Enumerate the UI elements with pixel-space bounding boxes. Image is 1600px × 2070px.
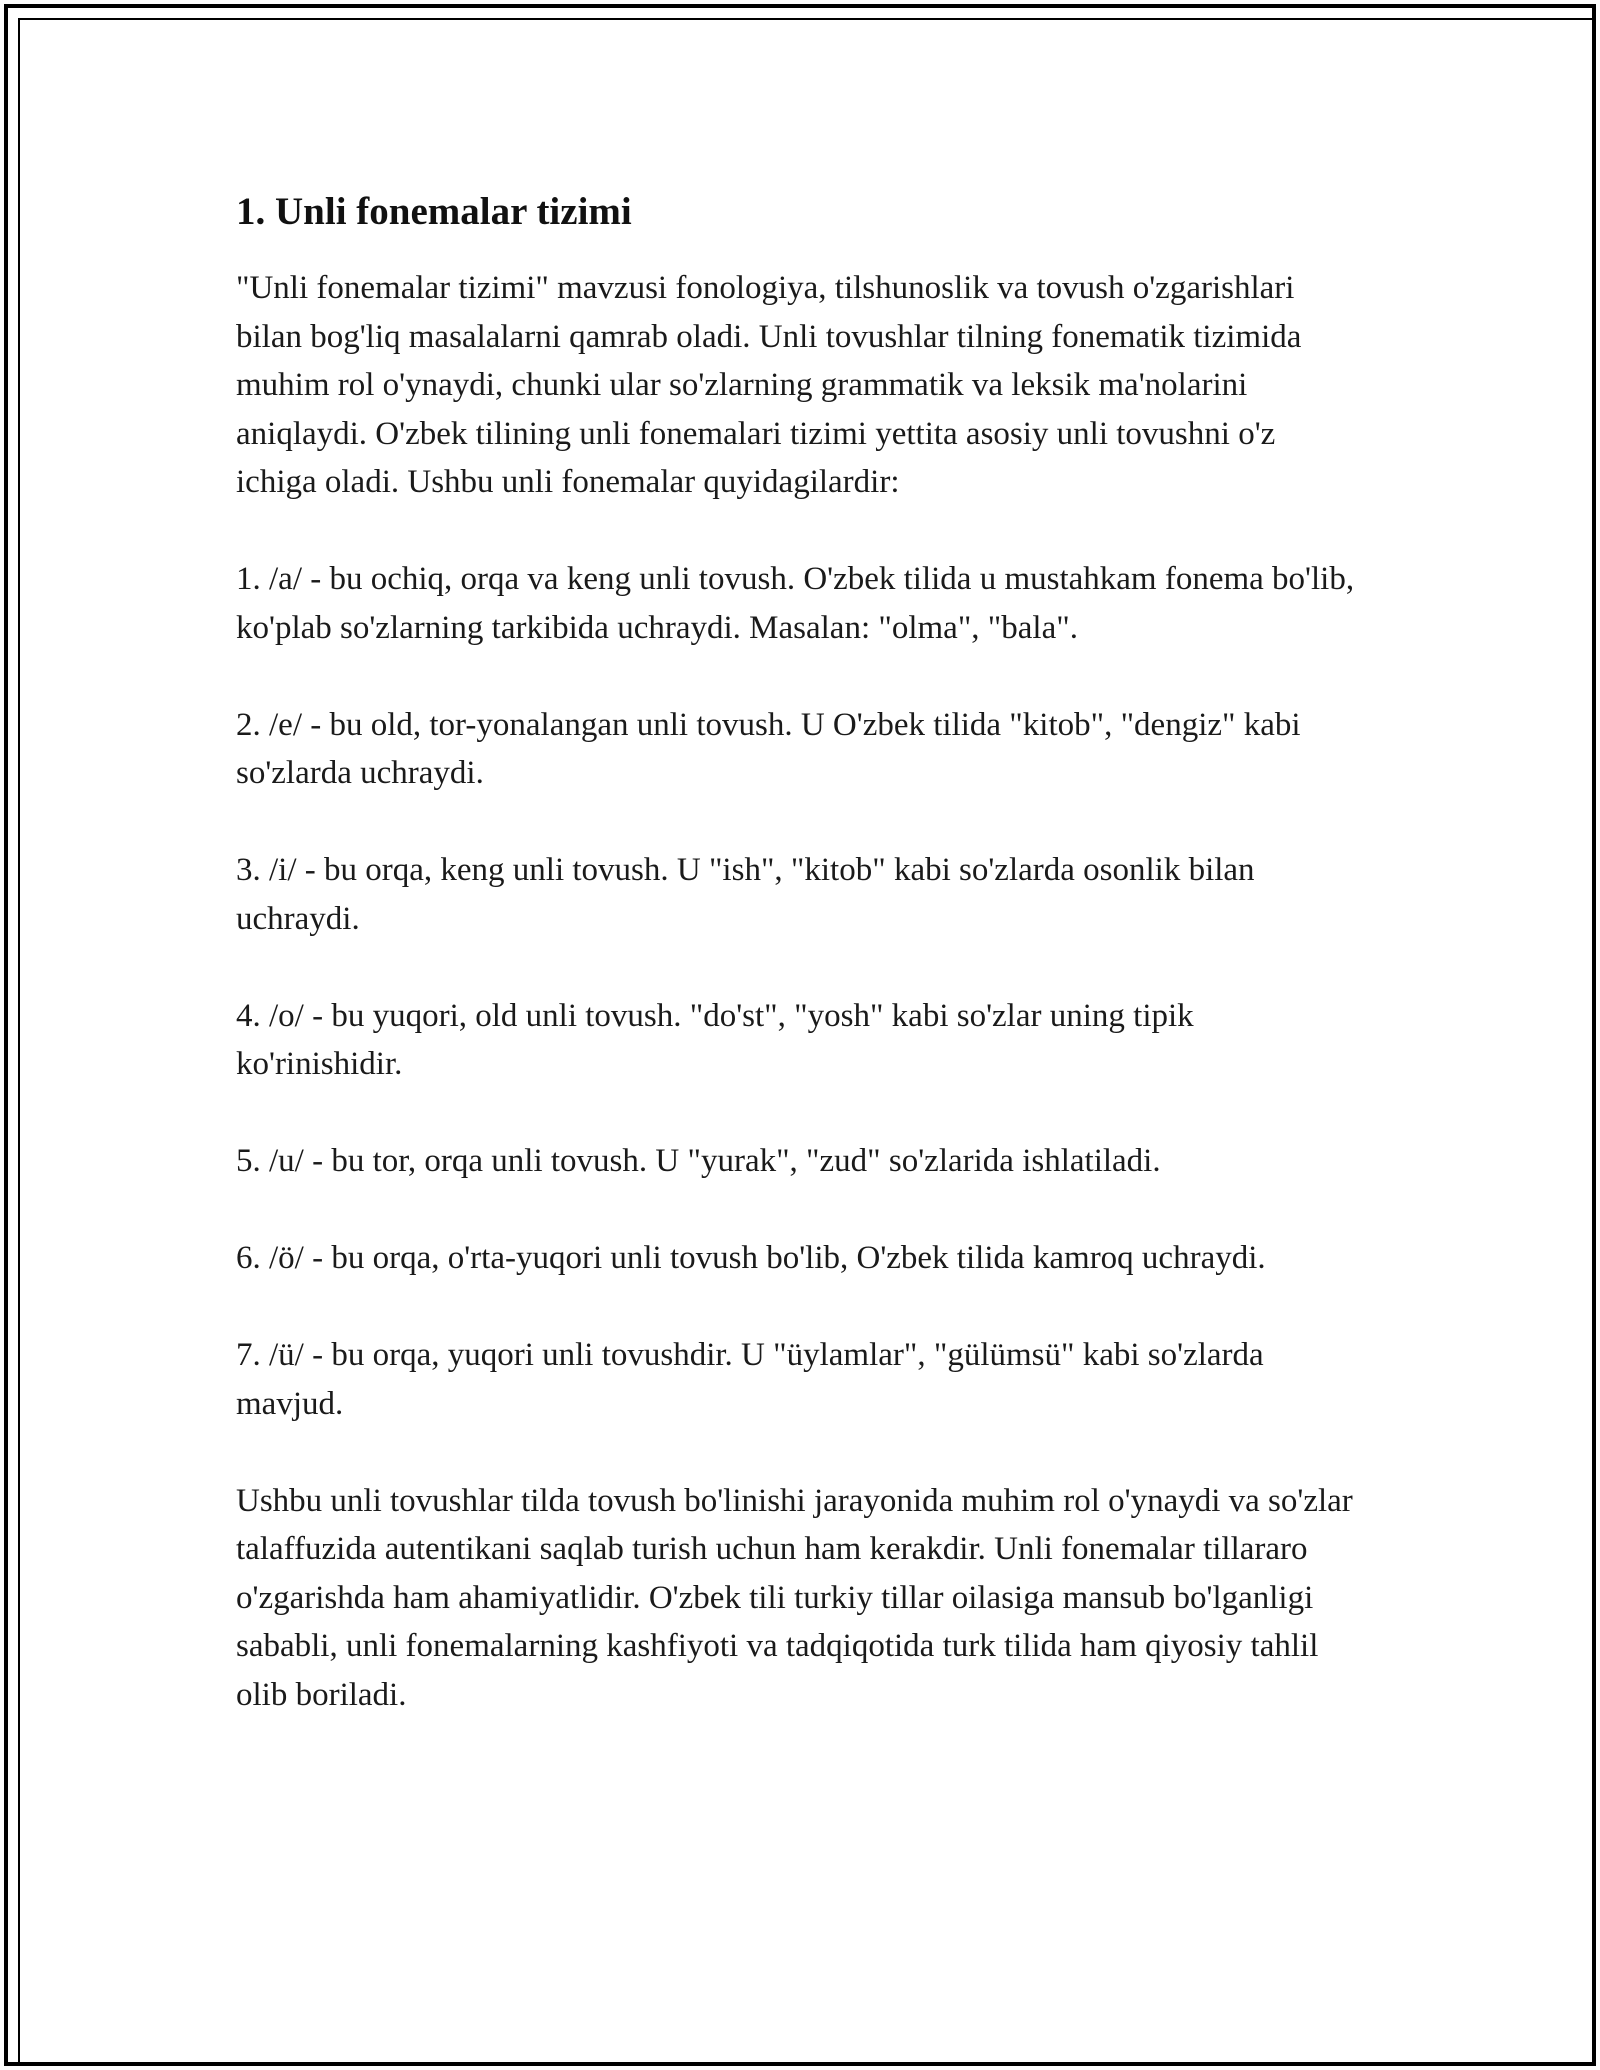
vowel-item-a: 1. /a/ - bu ochiq, orqa va keng unli tovush. O'zbek tilida u mustahkam fonema bo'lib, ko'plab so'zlarning tarkibida uchraydi. Masalan: "olma", "bala". [236, 561, 1355, 646]
document-body [236, 186, 1356, 1719]
vowel-item-o: 4. /o/ - bu yuqori, old unli tovush. "do'st", "yosh" kabi so'zlar uning tipik ko'rinishidir. [236, 997, 1194, 1082]
intro-paragraph: "Unli fonemalar tizimi" mavzusi fonologiya, tilshunoslik va tovush o'zgarishlari bilan bog'liq masalalarni qamrab oladi. Unli tovushlar tilning fonematik tizimida muhim rol o'ynaydi, chunki ular so'zlarning grammatik va leksik ma'nolarini aniqlaydi. O'zbek tilining unli fonemalari tizimi yettita asosiy unli tovushni o'z ichiga oladi. Ushbu unli fonemalar quyidagilardir: [236, 270, 1302, 500]
conclusion-paragraph: Ushbu unli tovushlar tilda tovush bo'linishi jarayonida muhim rol o'ynaydi va so'zlar talaffuzida autentikani saqlab turish uchun ham kerakdir. Unli fonemalar tillararo o'zgarishda ham ahamiyatlidir. O'zbek tili turkiy tillar oilasiga mansub bo'lganligi sababli, unli fonemalarning kashfiyoti va tadqiqotida turk tilida ham qiyosiy tahlil olib boriladi. [236, 1482, 1353, 1713]
vowel-item-o-umlaut: 6. /ö/ - bu orqa, o'rta-yuqori unli tovush bo'lib, O'zbek tilida kamroq uchraydi. [236, 1240, 1266, 1276]
vowel-item-u-umlaut: 7. /ü/ - bu orqa, yuqori unli tovushdir. U "üylamlar", "gülümsü" kabi so'zlarda mavjud. [236, 1337, 1264, 1422]
section-heading: 1. Unli fonemalar tizimi [236, 190, 632, 233]
vowel-item-e: 2. /e/ - bu old, tor-yonalangan unli tovush. U O'zbek tilida "kitob", "dengiz" kabi so'zlarda uchraydi. [236, 706, 1301, 791]
vowel-item-u: 5. /u/ - bu tor, orqa unli tovush. U "yurak", "zud" so'zlarida ishlatiladi. [236, 1143, 1161, 1179]
vowel-item-i: 3. /i/ - bu orqa, keng unli tovush. U "ish", "kitob" kabi so'zlarda osonlik bilan uchraydi. [236, 852, 1255, 937]
